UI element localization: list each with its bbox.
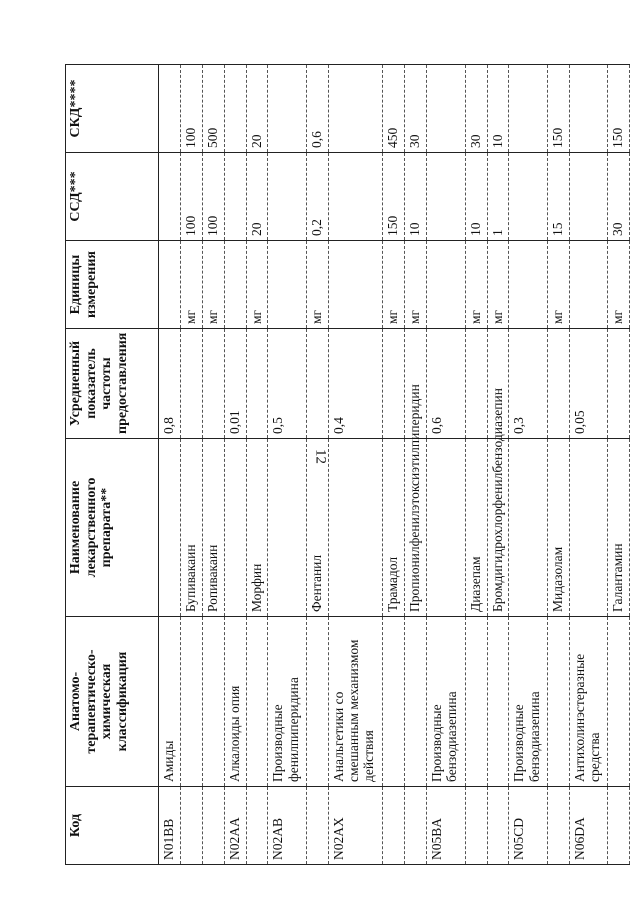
cell-freq: 0,8 [159, 329, 181, 439]
header-drug: Наименование лекарственного препарата** [66, 439, 159, 617]
cell-code [607, 787, 629, 865]
cell-freq: 0,05 [569, 329, 607, 439]
cell-unit: мг [547, 241, 569, 329]
cell-ssd: 10 [405, 153, 427, 241]
cell-unit [159, 241, 181, 329]
cell-skd [328, 65, 383, 153]
cell-drug [569, 439, 607, 617]
cell-freq: 0,3 [509, 329, 547, 439]
table-header-row [66, 65, 159, 865]
cell-atc [180, 617, 202, 787]
cell-skd: 20 [246, 65, 268, 153]
cell-skd [427, 65, 465, 153]
header-unit: Единицы измерения [66, 241, 159, 329]
cell-drug [427, 439, 465, 617]
cell-drug: Пропионилфенилэтоксиэтилпиперидин [405, 439, 427, 617]
table-row [202, 65, 224, 865]
table-row [547, 65, 569, 865]
cell-drug [268, 439, 306, 617]
table-body [159, 65, 630, 865]
cell-atc [246, 617, 268, 787]
cell-skd: 450 [383, 65, 405, 153]
cell-ssd: 0,2 [306, 153, 328, 241]
cell-atc: Алкалоиды опия [224, 617, 246, 787]
cell-code [405, 787, 427, 865]
cell-atc: Амиды [159, 617, 181, 787]
cell-skd: 150 [547, 65, 569, 153]
cell-drug: Морфин [246, 439, 268, 617]
cell-skd: 100 [180, 65, 202, 153]
cell-freq [547, 329, 569, 439]
cell-unit: мг [180, 241, 202, 329]
cell-unit: мг [383, 241, 405, 329]
cell-atc [202, 617, 224, 787]
cell-unit [268, 241, 306, 329]
cell-drug [159, 439, 181, 617]
cell-drug: Фентанил [306, 439, 328, 617]
table-row [246, 65, 268, 865]
cell-unit [224, 241, 246, 329]
cell-atc [306, 617, 328, 787]
cell-ssd: 100 [202, 153, 224, 241]
cell-ssd: 30 [607, 153, 629, 241]
table-row [306, 65, 328, 865]
cell-freq [607, 329, 629, 439]
table-row [607, 65, 629, 865]
cell-drug: Диазепам [465, 439, 487, 617]
cell-code [246, 787, 268, 865]
cell-freq [306, 329, 328, 439]
cell-code: N02AX [328, 787, 383, 865]
cell-atc: Антихолинэстеразные средства [569, 617, 607, 787]
cell-ssd: 100 [180, 153, 202, 241]
cell-drug: Ропивакаин [202, 439, 224, 617]
cell-skd [569, 65, 607, 153]
cell-drug [224, 439, 246, 617]
cell-unit: мг [202, 241, 224, 329]
table-row [405, 65, 427, 865]
cell-drug: Трамадол [383, 439, 405, 617]
cell-atc: Производные бензодиазепина [509, 617, 547, 787]
table-row [180, 65, 202, 865]
cell-atc [465, 617, 487, 787]
table-row [427, 65, 465, 865]
cell-unit: мг [607, 241, 629, 329]
page-number: 12 [312, 449, 329, 464]
cell-skd [268, 65, 306, 153]
cell-atc: Анальгетики со смешанным механизмом действия [328, 617, 383, 787]
cell-ssd: 15 [547, 153, 569, 241]
cell-skd [509, 65, 547, 153]
cell-drug [328, 439, 383, 617]
cell-freq: 0,6 [427, 329, 465, 439]
cell-ssd [569, 153, 607, 241]
cell-ssd: 150 [383, 153, 405, 241]
cell-freq [202, 329, 224, 439]
header-skd: СКД**** [66, 65, 159, 153]
cell-unit: мг [405, 241, 427, 329]
cell-skd: 30 [465, 65, 487, 153]
cell-atc [547, 617, 569, 787]
cell-skd: 30 [405, 65, 427, 153]
cell-code: N05CD [509, 787, 547, 865]
cell-skd: 10 [487, 65, 509, 153]
table-row [328, 65, 383, 865]
cell-atc [607, 617, 629, 787]
cell-code [465, 787, 487, 865]
cell-unit [569, 241, 607, 329]
cell-drug: Галантамин [607, 439, 629, 617]
cell-unit [328, 241, 383, 329]
cell-code: N02AA [224, 787, 246, 865]
cell-skd: 500 [202, 65, 224, 153]
cell-unit: мг [465, 241, 487, 329]
cell-ssd: 1 [487, 153, 509, 241]
cell-unit: мг [487, 241, 509, 329]
cell-skd [159, 65, 181, 153]
header-code: Код [66, 787, 159, 865]
cell-code: N02AB [268, 787, 306, 865]
cell-code [180, 787, 202, 865]
cell-code [383, 787, 405, 865]
cell-freq [383, 329, 405, 439]
cell-code [547, 787, 569, 865]
cell-unit [427, 241, 465, 329]
cell-ssd [328, 153, 383, 241]
header-ssd: ССД*** [66, 153, 159, 241]
cell-drug [509, 439, 547, 617]
cell-atc: Производные фенилпиперидина [268, 617, 306, 787]
cell-code [202, 787, 224, 865]
cell-freq [246, 329, 268, 439]
cell-skd [224, 65, 246, 153]
table-row [268, 65, 306, 865]
cell-drug: Бупивакаин [180, 439, 202, 617]
cell-freq: 0,4 [328, 329, 383, 439]
cell-atc [405, 617, 427, 787]
table-row [224, 65, 246, 865]
cell-unit [509, 241, 547, 329]
cell-code: N05BA [427, 787, 465, 865]
cell-atc [487, 617, 509, 787]
cell-freq [465, 329, 487, 439]
cell-unit: мг [306, 241, 328, 329]
cell-ssd: 20 [246, 153, 268, 241]
cell-skd: 0,6 [306, 65, 328, 153]
cell-ssd [224, 153, 246, 241]
drug-table [65, 64, 630, 865]
rotated-table-container [65, 65, 630, 865]
table-row [509, 65, 547, 865]
table-row [487, 65, 509, 865]
cell-ssd [427, 153, 465, 241]
cell-freq: 0,01 [224, 329, 246, 439]
cell-skd: 150 [607, 65, 629, 153]
cell-drug: Бромдигидрохлорфенилбензодиазепин [487, 439, 509, 617]
cell-code [306, 787, 328, 865]
cell-code: N01BB [159, 787, 181, 865]
cell-code [487, 787, 509, 865]
table-row [569, 65, 607, 865]
cell-ssd: 10 [465, 153, 487, 241]
cell-atc: Производные бензодиазепина [427, 617, 465, 787]
cell-drug: Мидазолам [547, 439, 569, 617]
cell-code: N06DA [569, 787, 607, 865]
cell-atc [383, 617, 405, 787]
cell-freq: 0,5 [268, 329, 306, 439]
cell-unit: мг [246, 241, 268, 329]
cell-freq [180, 329, 202, 439]
cell-ssd [268, 153, 306, 241]
table-row [383, 65, 405, 865]
cell-ssd [159, 153, 181, 241]
header-freq: Усредненный показатель частоты предоставления [66, 329, 159, 439]
cell-ssd [509, 153, 547, 241]
header-atc: Анатомо-терапевтическо-химическая классификация [66, 617, 159, 787]
table-row [465, 65, 487, 865]
table-row [159, 65, 181, 865]
